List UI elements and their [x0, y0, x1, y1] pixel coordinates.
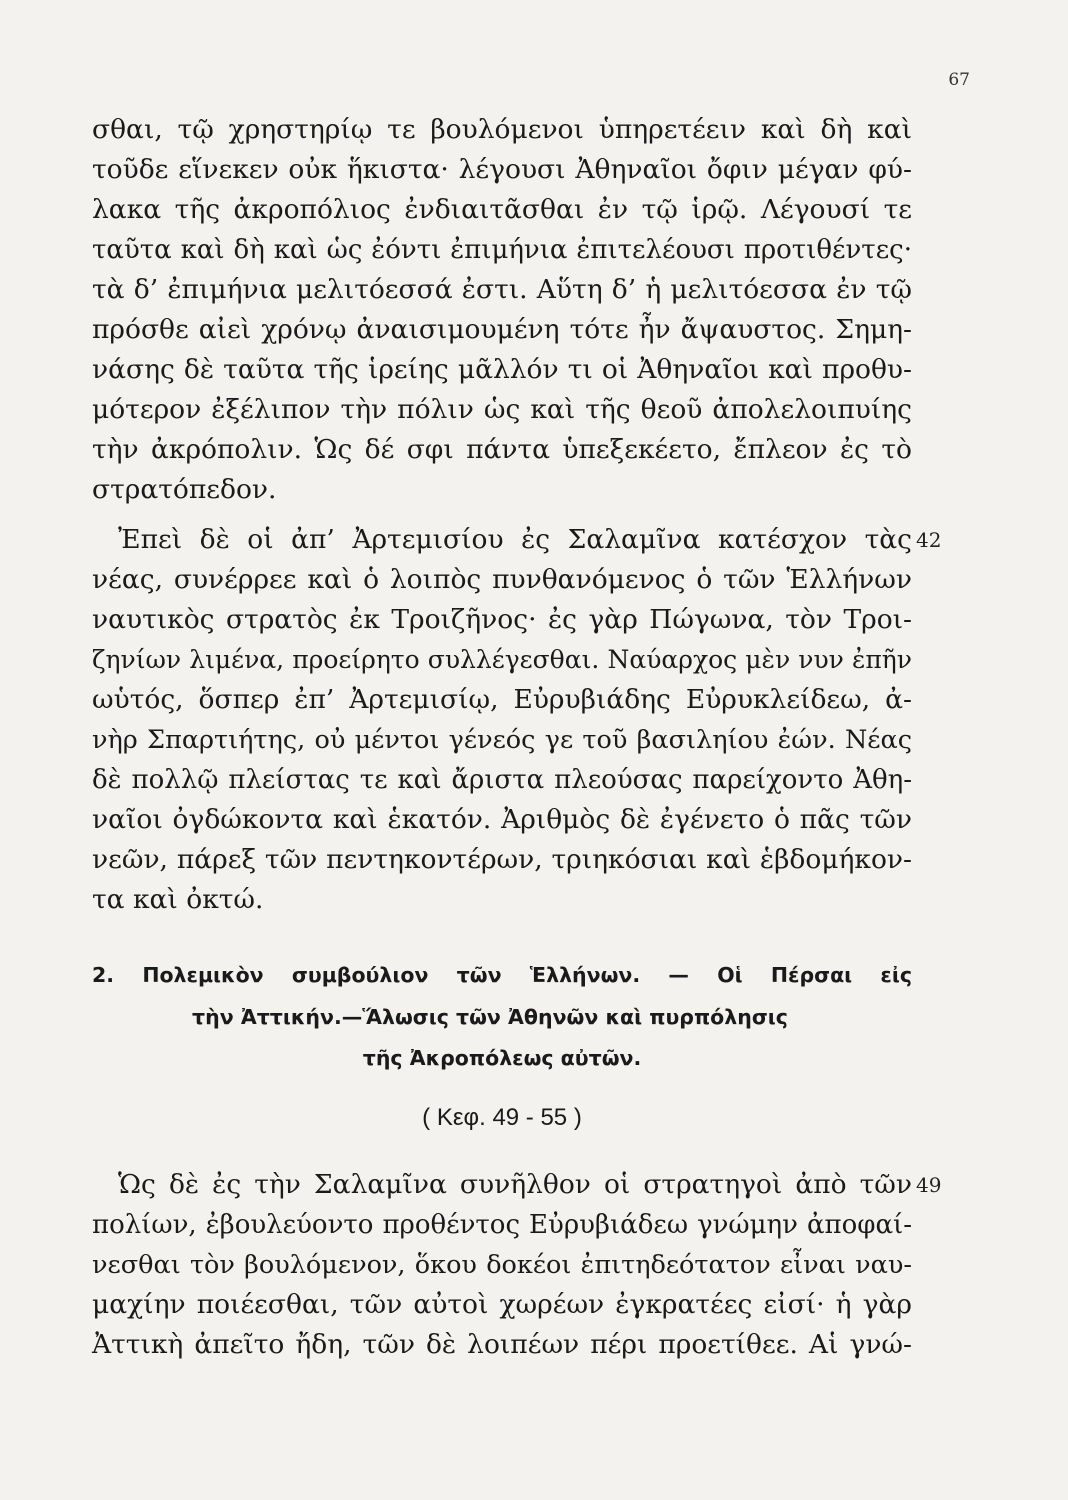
chapter-reference: ( Κεφ. 49 - 55 ) — [422, 1104, 582, 1131]
text-line: νάσης δὲ ταῦτα τῆς ἱρείης μᾶλλόν τι οἱ Ἀθηναῖοι καὶ προθυ- — [92, 354, 912, 385]
text-line: τοῦδε εἵνεκεν οὐκ ἥκιστα· λέγουσι Ἀθηναῖοι ὄφιν μέγαν φύ- — [92, 154, 912, 185]
text-line: Ἐπεὶ δὲ οἱ ἀπ’ Ἀρτεμισίου ἐς Σαλαμῖνα κατέσχον τὰς — [118, 524, 912, 555]
heading-line: τῆς Ἀκροπόλεως αὐτῶν. — [362, 1046, 642, 1070]
text-line: ωὑτός, ὅσπερ ἐπ’ Ἀρτεμισίῳ, Εὐρυβιάδης Εὐρυκλείδεω, ἀ- — [92, 684, 912, 715]
text-line: Ἀττικὴ ἀπεῖτο ἤδη, τῶν δὲ λοιπέων πέρι προετίθεε. Αἱ γνώ- — [92, 1329, 912, 1360]
margin-number: 42 — [916, 528, 942, 552]
text-line: σθαι, τῷ χρηστηρίῳ τε βουλόμενοι ὑπηρετέειν καὶ δὴ καὶ — [92, 114, 912, 145]
text-line: ταῦτα καὶ δὴ καὶ ὡς ἐόντι ἐπιμήνια ἐπιτελέουσι προτιθέντες· — [92, 235, 912, 265]
text-line: δὲ πολλῷ πλείστας τε καὶ ἄριστα πλεούσας παρείχοντο Ἀθη- — [92, 765, 912, 795]
text-line: μαχίην ποιέεσθαι, τῶν αὐτοὶ χωρέων ἐγκρατέες εἰσί· ἡ γὰρ — [92, 1289, 912, 1320]
text-line: στρατόπεδον. — [92, 474, 277, 505]
text-line: νέας, συνέρρεε καὶ ὁ λοιπὸς πυνθανόμενος ὁ τῶν Ἑλλήνων — [92, 564, 912, 595]
text-line: μότερον ἐξέλιπον τὴν πόλιν ὡς καὶ τῆς θεοῦ ἀπολελοιπυίης — [92, 394, 912, 425]
text-line: ναυτικὸς στρατὸς ἐκ Τροιζῆνος· ἐς γὰρ Πώγωνα, τὸν Τροι- — [92, 604, 912, 635]
page-number: 67 — [948, 70, 970, 90]
text-line: πρόσθε αἰεὶ χρόνῳ ἀναισιμουμένη τότε ἦν ἄψαυστος. Σημη- — [92, 314, 912, 345]
text-line: ζηνίων λιμένα, προείρητο συλλέγεσθαι. Ναύαρχος μὲν νυν ἐπῆν — [92, 645, 912, 674]
text-line: τὴν ἀκρόπολιν. Ὡς δέ σφι πάντα ὑπεξεκέετο, ἔπλεον ἐς τὸ — [92, 434, 912, 465]
text-line: λακα τῆς ἀκροπόλιος ἐνδιαιτᾶσθαι ἐν τῷ ἱρῷ. Λέγουσί τε — [92, 194, 912, 225]
margin-number: 49 — [916, 1173, 942, 1197]
text-line: πολίων, ἐβουλεύοντο προθέντος Εὐρυβιάδεω γνώμην ἀποφαί- — [92, 1210, 912, 1240]
text-line: Ὡς δὲ ἐς τὴν Σαλαμῖνα συνῆλθον οἱ στρατηγοὶ ἀπὸ τῶν — [118, 1169, 912, 1200]
text-line: τὰ δ’ ἐπιμήνια μελιτόεσσά ἐστι. Αὕτη δ’ ἡ μελιτόεσσα ἐν τῷ — [92, 274, 912, 305]
text-line: τα καὶ ὀκτώ. — [92, 884, 264, 915]
text-line: νεῶν, πάρεξ τῶν πεντηκοντέρων, τριηκόσιαι καὶ ἑβδομήκον- — [92, 844, 912, 875]
text-line: νεσθαι τὸν βουλόμενον, ὅκου δοκέοι ἐπιτηδεότατον εἶναι ναυ- — [92, 1250, 912, 1280]
heading-line: 2. Πολεμικὸν συμβούλιον τῶν Ἑλλήνων. — Οἱ Πέρσαι εἰς — [92, 963, 912, 987]
text-line: ναῖοι ὀγδώκοντα καὶ ἑκατόν. Ἀριθμὸς δὲ ἐγένετο ὁ πᾶς τῶν — [92, 804, 912, 835]
heading-line: τὴν Ἀττικήν.—Ἅλωσις τῶν Ἀθηνῶν καὶ πυρπόλησις — [192, 1005, 788, 1029]
text-line: νὴρ Σπαρτιήτης, οὐ μέντοι γένεός γε τοῦ βασιληίου ἐών. Νέας — [92, 725, 912, 755]
